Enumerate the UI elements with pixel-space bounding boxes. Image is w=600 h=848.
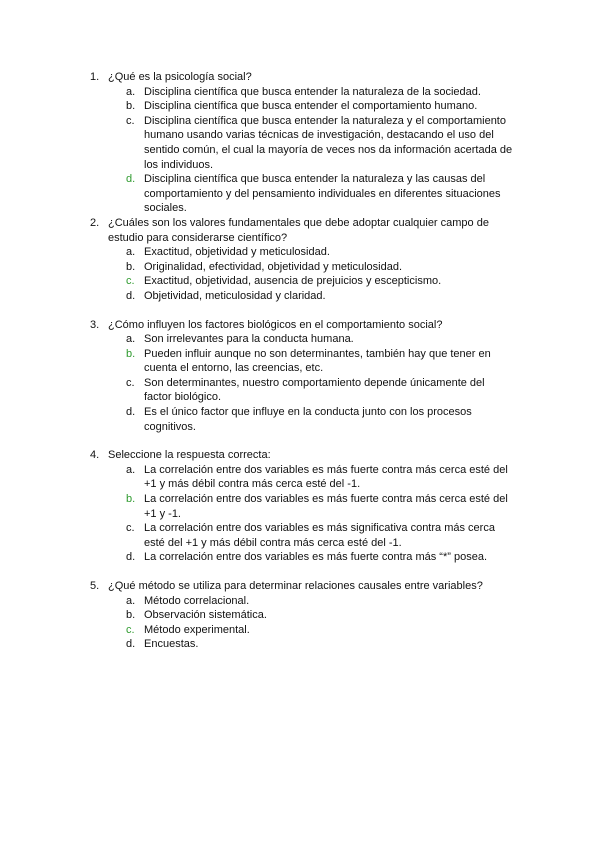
question-gap [0,565,600,579]
option-text: Disciplina científica que busca entender la naturaleza y el comportamiento humano usando varias técnicas de investigación, destacando el uso del sentido común, el cual la mayoría de veces nos da información acertada de los individuos. [144,114,513,171]
option-letter-correct: c. [126,275,135,288]
question-number: 4. [90,449,100,462]
question-number: 3. [90,318,100,331]
question-4 [0,448,600,565]
option-letter-correct: b. [126,347,136,360]
option-letter: c. [126,376,135,389]
option-letter: c. [126,522,135,535]
option-letter: b. [126,260,136,273]
question-5 [0,579,600,652]
question-text: ¿Cuáles son los valores fundamentales que debe adoptar cualquier campo de estudio para considerarse científico? [108,216,489,244]
question-3 [0,318,600,435]
option-text: La correlación entre dos variables es más fuerte contra más cerca esté del +1 y -1. [144,493,508,520]
option-d [0,405,600,434]
option-list [0,332,600,434]
question-gap [0,304,600,318]
option-letter-correct: d. [126,173,136,186]
option-list [0,245,600,303]
option-text: Son determinantes, nuestro comportamiento depende únicamente del factor biológico. [144,376,485,404]
quiz [0,70,600,652]
question-number: 2. [90,216,100,229]
option-text: Método experimental. [144,623,250,636]
option-letter: d. [126,406,136,419]
option-text: Exactitud, objetividad, ausencia de prejuicios y escepticismo. [144,275,442,288]
option-c [0,521,600,550]
option-letter-correct: b. [126,493,136,506]
option-letter: a. [126,333,136,346]
option-letter: a. [126,463,136,476]
option-list [0,85,600,216]
option-a [0,85,600,100]
option-text: La correlación entre dos variables es más fuerte contra más cerca esté del +1 y más débil contra más cerca esté del -1. [144,463,508,491]
option-b [0,99,600,114]
option-list [0,463,600,565]
question-gap [0,434,600,448]
option-letter: a. [126,85,136,98]
option-letter: a. [126,594,136,607]
option-text: Es el único factor que influye en la conducta junto con los procesos cognitivos. [144,406,472,433]
option-text: La correlación entre dos variables es más fuerte contra más “*” posea. [144,551,487,564]
option-a [0,332,600,347]
question-text: ¿Qué es la psicología social? [108,71,252,83]
option-b [0,347,600,376]
option-letter: d. [126,638,136,651]
question-text: Seleccione la respuesta correcta: [108,449,271,462]
option-text: Disciplina científica que busca entender el comportamiento humano. [144,100,478,113]
option-a [0,245,600,260]
option-text: Son irrelevantes para la conducta humana. [144,333,354,346]
option-letter: d. [126,289,136,302]
option-a [0,463,600,492]
question-text: ¿Qué método se utiliza para determinar relaciones causales entre variables? [108,580,483,592]
option-text: Disciplina científica que busca entender la naturaleza y las causas del comportamiento y del pensamiento individuales en diferentes situaciones sociales. [144,173,501,215]
option-d [0,550,600,565]
option-text: Disciplina científica que busca entender la naturaleza de la sociedad. [144,85,481,98]
option-d [0,637,600,652]
option-text: Método correlacional. [144,594,250,607]
option-text: Encuestas. [144,638,199,651]
option-text: Objetividad, meticulosidad y claridad. [144,289,326,302]
question-number: 5. [90,580,100,592]
option-letter: a. [126,246,136,259]
option-text: Observación sistemática. [144,609,267,622]
option-letter-correct: c. [126,623,135,636]
option-a [0,594,600,609]
option-b [0,608,600,623]
option-letter: c. [126,114,135,127]
option-c [0,623,600,638]
option-text: Exactitud, objetividad y meticulosidad. [144,246,330,259]
option-text: Originalidad, efectividad, objetividad y meticulosidad. [144,260,403,273]
option-list [0,594,600,652]
question-1 [0,70,600,216]
question-text: ¿Cómo influyen los factores biológicos en el comportamiento social? [108,318,443,331]
question-number: 1. [90,71,100,83]
option-text: La correlación entre dos variables es más significativa contra más cerca esté del +1 y más débil contra más cerca esté del -1. [144,522,495,549]
option-d [0,172,600,216]
option-c [0,114,600,172]
option-letter: b. [126,609,136,622]
option-b [0,492,600,521]
option-c [0,376,600,405]
question-2 [0,216,600,304]
option-text: Pueden influir aunque no son determinantes, también hay que tener en cuenta el entorno, las creencias, etc. [144,347,491,375]
option-b [0,260,600,275]
option-d [0,289,600,304]
option-letter: b. [126,100,136,113]
option-letter: d. [126,551,136,564]
option-c [0,274,600,289]
